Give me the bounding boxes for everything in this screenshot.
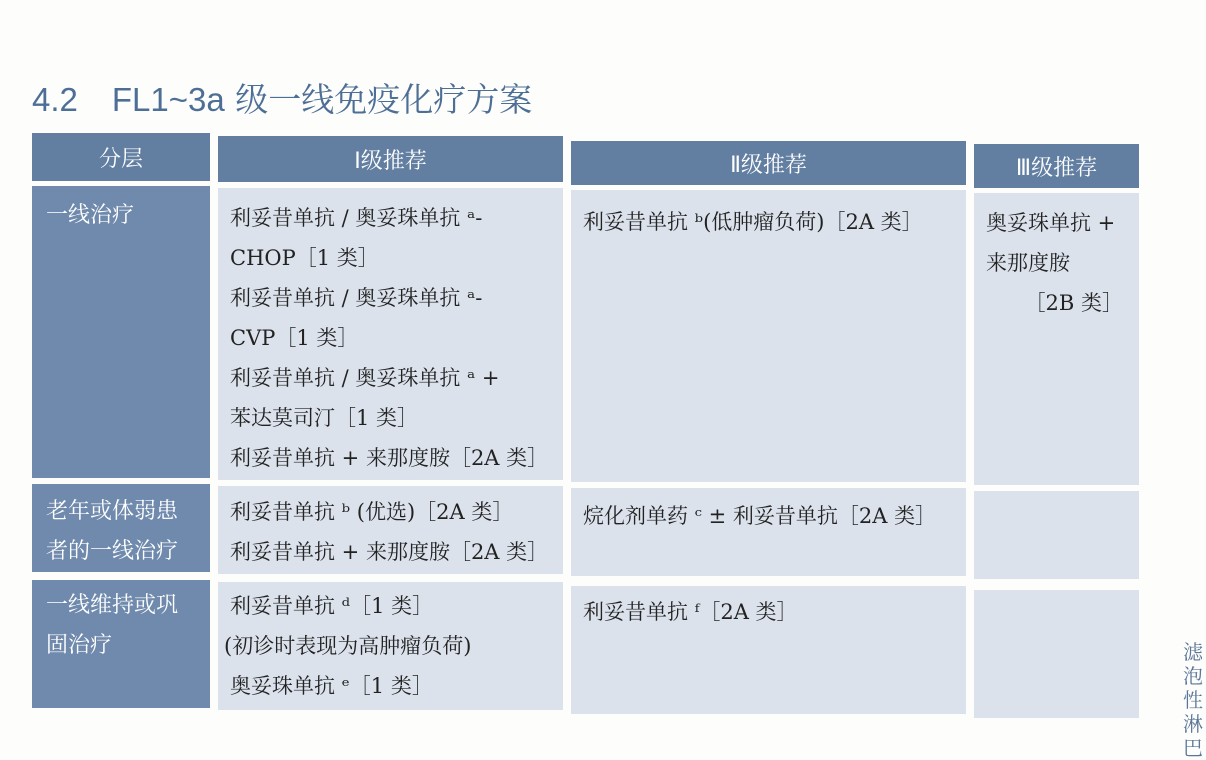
row3-layer-line: 固治疗 [46, 633, 113, 658]
row2-level1-cell [218, 486, 563, 574]
row2-layer-line: 老年或体弱患 [46, 499, 179, 524]
row1-level2-line: 利妥昔单抗 ᵇ(低肿瘤负荷)［2A 类］ [583, 210, 923, 234]
row1-level1-line: CHOP［1 类］ [230, 246, 379, 270]
row1-level3-cell [974, 193, 1139, 485]
row1-level3-line: ［2B 类］ [1024, 291, 1123, 315]
row3-level1-line: (初诊时表现为高肿瘤负荷) [224, 634, 472, 658]
side-label-char: 泡 [1183, 664, 1203, 688]
row1-level1-line: 苯达莫司汀［1 类］ [230, 406, 419, 430]
side-label-char: 巴 [1183, 736, 1203, 760]
section-title [32, 74, 532, 121]
row3-layer-cell [32, 580, 210, 708]
row1-level1-line: 利妥昔单抗 / 奥妥珠单抗 ᵃ + [230, 366, 500, 390]
side-label-char: 性 [1183, 688, 1203, 712]
row2-level2-cell [571, 488, 966, 576]
row2-layer-cell [32, 484, 210, 572]
row1-layer-cell [32, 186, 210, 478]
section-number: 4.2 [32, 81, 78, 118]
row1-level3-line: 来那度胺 [986, 251, 1070, 275]
row3-level1-line: 奥妥珠单抗 ᵉ［1 类］ [230, 674, 433, 698]
row2-layer-line: 者的一线治疗 [46, 539, 179, 564]
header-level1: Ⅰ级推荐 [218, 136, 563, 182]
header-level3: Ⅲ级推荐 [974, 144, 1139, 188]
row1-layer-text: 一线治疗 [46, 203, 135, 228]
side-label-char: 滤 [1183, 640, 1203, 664]
section-title-text: 级一线免疫化疗方案 [235, 80, 533, 119]
row3-level3-cell [974, 590, 1139, 718]
row3-layer-line: 一线维持或巩 [46, 593, 179, 618]
row1-level1-line: 利妥昔单抗 / 奥妥珠单抗 ᵃ- [230, 206, 483, 230]
row1-level1-line: CVP［1 类］ [230, 326, 359, 350]
chapter-side-label-text [1182, 640, 1204, 760]
row2-level1-line: 利妥昔单抗 ᵇ (优选)［2A 类］ [230, 500, 514, 524]
row1-level1-cell [218, 188, 563, 480]
row2-level2-line: 烷化剂单药 ᶜ ± 利妥昔单抗［2A 类］ [583, 504, 937, 528]
row3-level2-line: 利妥昔单抗 ᶠ［2A 类］ [583, 600, 798, 624]
row1-level1-line: 利妥昔单抗 / 奥妥珠单抗 ᵃ- [230, 286, 483, 310]
row3-level1-cell [218, 582, 563, 710]
row3-level1-line: 利妥昔单抗 ᵈ［1 类］ [230, 594, 434, 618]
row2-level1-line: 利妥昔单抗 + 来那度胺［2A 类］ [230, 540, 549, 564]
header-layer: 分层 [32, 133, 210, 181]
row1-level1-line: 利妥昔单抗 + 来那度胺［2A 类］ [230, 446, 549, 470]
row3-level2-cell [571, 586, 966, 714]
chapter-side-label [1182, 640, 1204, 760]
row1-level2-cell [571, 190, 966, 482]
section-code: FL1~3a [111, 81, 225, 118]
side-label-char: 淋 [1183, 712, 1203, 736]
row2-level3-cell [974, 491, 1139, 579]
row1-level3-line: 奥妥珠单抗 + [986, 211, 1116, 235]
header-level2: Ⅱ级推荐 [571, 141, 966, 185]
